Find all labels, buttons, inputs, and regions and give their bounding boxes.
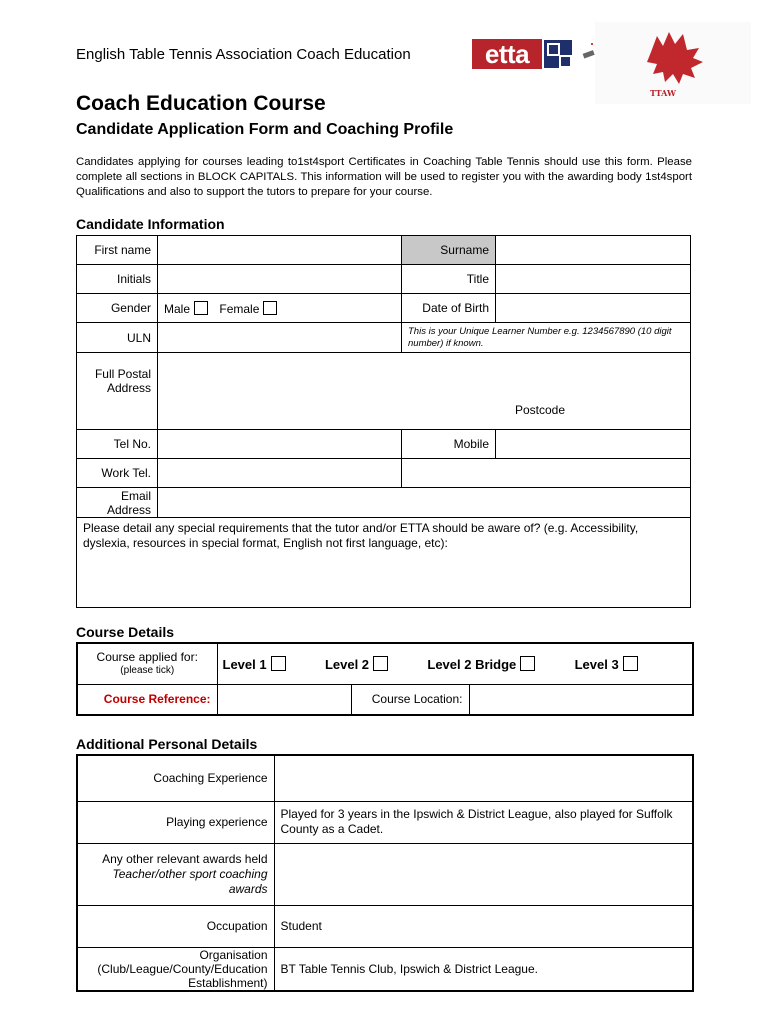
uln-label: ULN xyxy=(77,323,158,353)
initials-field[interactable] xyxy=(158,265,402,294)
pen-icon xyxy=(580,40,596,60)
playing-experience-label: Playing experience xyxy=(77,801,274,843)
please-tick-note: (please tick) xyxy=(120,664,175,676)
course-reference-field[interactable] xyxy=(217,684,351,715)
female-checkbox[interactable] xyxy=(263,301,277,315)
dob-field[interactable] xyxy=(496,294,691,323)
level-1-label: Level 1 xyxy=(222,656,267,672)
level-2-option[interactable] xyxy=(325,657,388,672)
etta-logo-text: etta xyxy=(472,39,542,69)
level-2-checkbox[interactable] xyxy=(373,656,388,671)
uln-field[interactable] xyxy=(158,323,402,353)
email-label: Email Address xyxy=(77,488,158,518)
surname-field[interactable] xyxy=(496,236,691,265)
mobile-label: Mobile xyxy=(402,430,496,459)
candidate-info-table xyxy=(76,235,691,608)
female-label: Female xyxy=(219,301,260,316)
level-2-bridge-label: Level 2 Bridge xyxy=(427,656,517,672)
level-2-label: Level 2 xyxy=(324,656,370,672)
level-3-checkbox[interactable] xyxy=(623,656,638,671)
intro-text: Candidates applying for courses leading to1st4sport Certificates in Coaching Table Tennis should use this form. Please complete all sections in BLOCK CAPITALS. This information will be used to register you with the awarding body 1st4sport Qualifications and also to support the tutors to prepare for your course. xyxy=(76,156,692,198)
special-requirements-label: Please detail any special requirements that the tutor and/or ETTA should be aware of? (e.g. Accessibility, dyslexia, resources in special format, English not first language, etc): xyxy=(83,521,639,550)
gender-options xyxy=(158,294,402,323)
personal-details-table xyxy=(76,754,694,992)
male-label: Male xyxy=(164,301,191,316)
personal-details-heading: Additional Personal Details xyxy=(76,736,258,752)
awards-field[interactable] xyxy=(274,843,693,905)
coaching-experience-field[interactable] xyxy=(274,755,693,801)
mobile-field[interactable] xyxy=(496,430,691,459)
awards-label-cell xyxy=(77,843,274,905)
occupation-field[interactable]: Student xyxy=(274,905,693,947)
organisation-field[interactable]: BT Table Tennis Club, Ipswich & District League. xyxy=(274,947,693,991)
organisation-label: Organisation (Club/League/County/Education Establishment) xyxy=(77,947,274,991)
initials-label: Initials xyxy=(77,265,158,294)
course-details-heading: Course Details xyxy=(76,624,175,640)
email-field[interactable] xyxy=(158,488,691,518)
title-label: Title xyxy=(402,265,496,294)
ttaw-logo-text: TTAW xyxy=(650,88,676,98)
page-subtitle: Candidate Application Form and Coaching Profile xyxy=(76,121,454,138)
postcode-label: Postcode xyxy=(515,403,566,417)
first-name-field[interactable] xyxy=(158,236,402,265)
male-checkbox[interactable] xyxy=(194,301,208,315)
level-3-label: Level 3 xyxy=(574,656,619,672)
coaching-experience-label: Coaching Experience xyxy=(77,755,274,801)
level-1-option[interactable] xyxy=(223,657,286,672)
awards-label: Any other relevant awards held xyxy=(102,851,268,866)
uln-note: This is your Unique Learner Number e.g. 1234567890 (10 digit number) if known. xyxy=(402,323,691,353)
course-reference-label: Course Reference: xyxy=(77,684,217,715)
level-1-checkbox[interactable] xyxy=(271,656,286,671)
address-field[interactable] xyxy=(158,353,691,430)
course-location-label: Course Location: xyxy=(351,684,469,715)
tel-field[interactable] xyxy=(158,430,402,459)
work-tel-field[interactable] xyxy=(158,459,402,488)
work-tel-extra-field[interactable] xyxy=(402,459,691,488)
course-location-field[interactable] xyxy=(469,684,693,715)
first-name-label: First name xyxy=(77,236,158,265)
tel-label: Tel No. xyxy=(77,430,158,459)
level-2-bridge-checkbox[interactable] xyxy=(520,656,535,671)
course-applied-label: Course applied for: xyxy=(96,649,198,664)
title-field[interactable] xyxy=(496,265,691,294)
candidate-info-heading: Candidate Information xyxy=(76,216,225,232)
special-requirements-field[interactable] xyxy=(77,518,691,608)
etta-logo xyxy=(472,39,572,69)
playing-experience-field[interactable]: Played for 3 years in the Ipswich & District League, also played for Suffolk County as a Cadet. xyxy=(274,801,693,843)
awards-sub-label: Teacher/other sport coaching awards xyxy=(112,866,268,896)
course-levels xyxy=(217,643,693,684)
gender-label: Gender xyxy=(77,294,158,323)
ttaw-logo xyxy=(595,22,751,104)
address-label: Full Postal Address xyxy=(77,353,158,430)
occupation-label: Occupation xyxy=(77,905,274,947)
england-crest-icon xyxy=(544,40,572,68)
course-applied-cell xyxy=(77,643,217,684)
work-tel-label: Work Tel. xyxy=(77,459,158,488)
dob-label: Date of Birth xyxy=(402,294,496,323)
level-2-bridge-option[interactable] xyxy=(427,657,535,672)
surname-label: Surname xyxy=(402,236,496,265)
page-title: Coach Education Course xyxy=(76,92,326,115)
level-3-option[interactable] xyxy=(575,657,638,672)
course-details-table xyxy=(76,642,694,716)
header-org-text: English Table Tennis Association Coach Education xyxy=(76,46,411,63)
